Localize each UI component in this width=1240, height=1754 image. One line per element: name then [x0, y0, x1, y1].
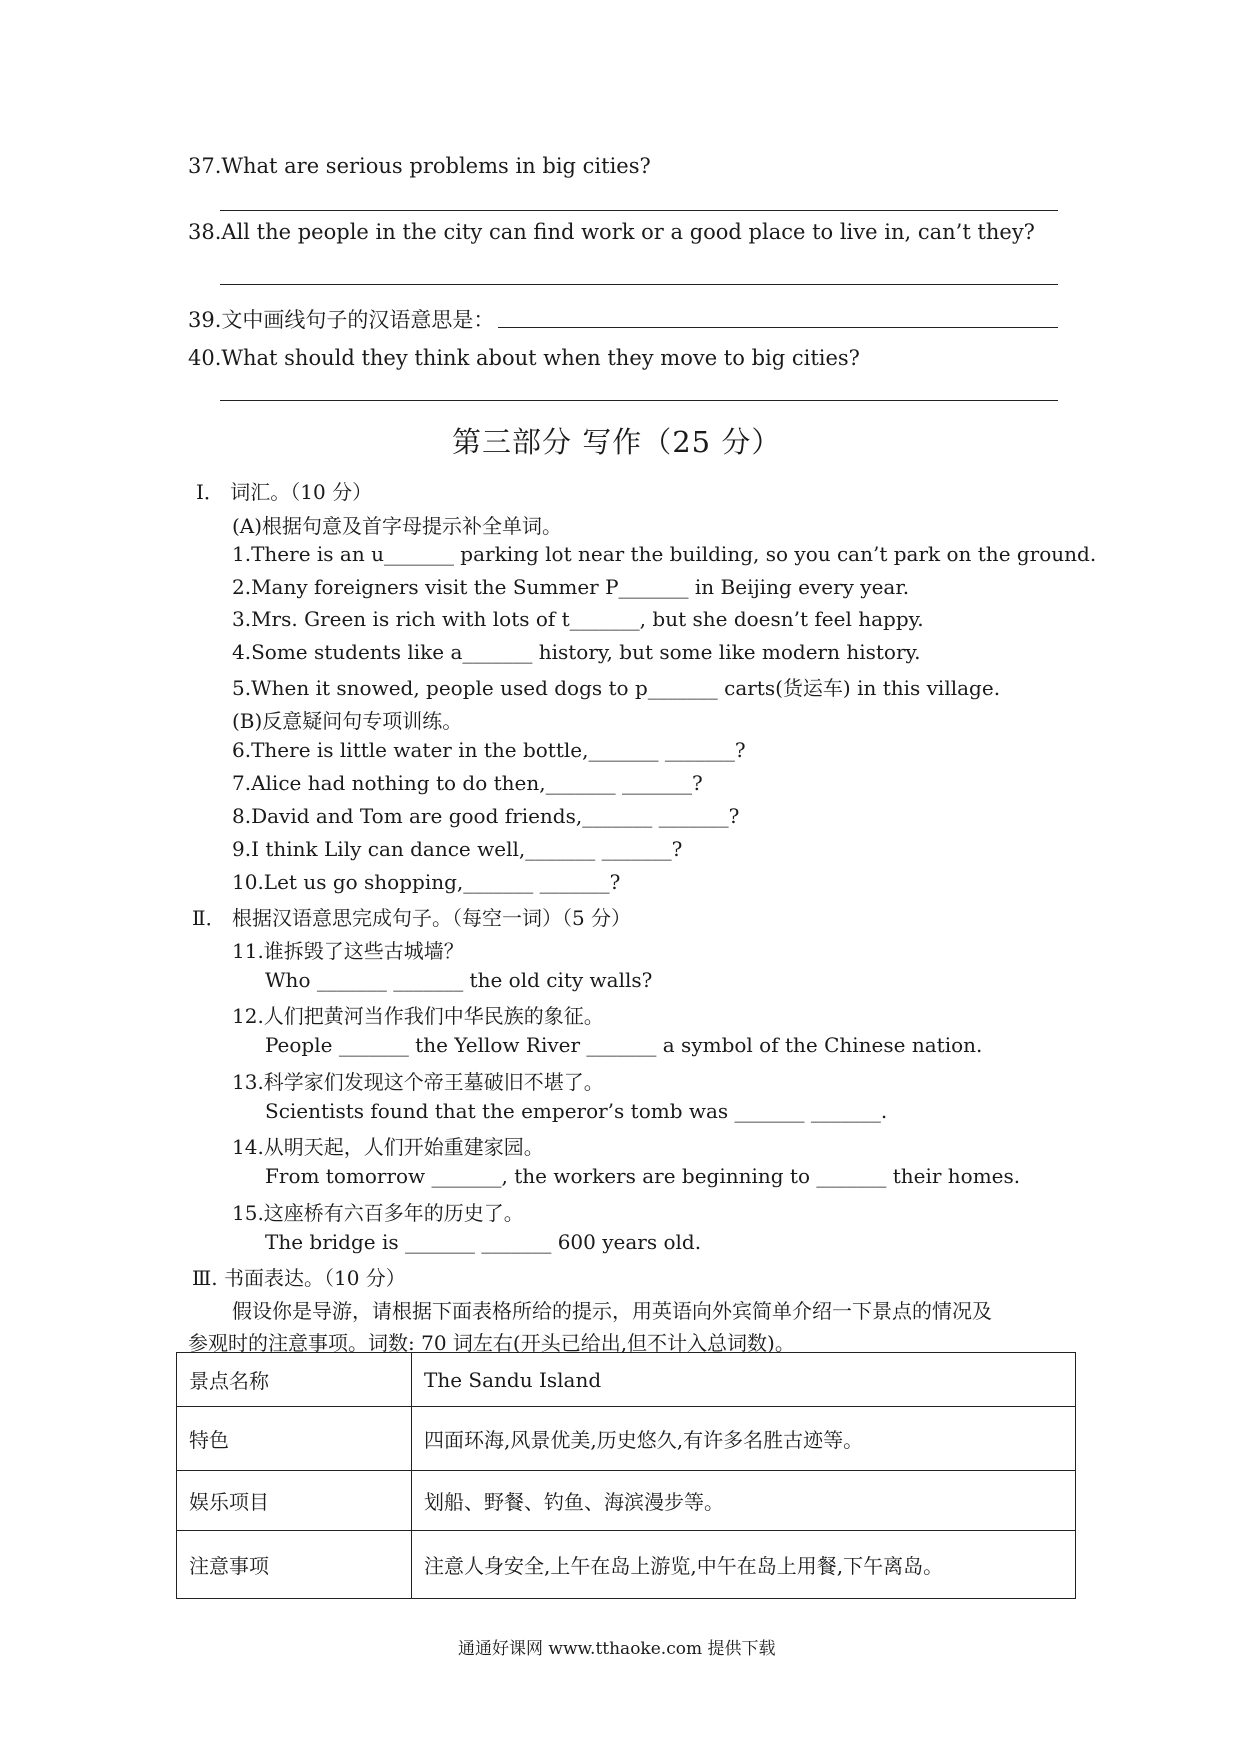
- vocab-item-2: 2.Many foreigners visit the Summer P_______ in Beijing every year.: [232, 575, 910, 599]
- table-label: 娱乐项目: [177, 1471, 412, 1531]
- vocab-item-4: 4.Some students like a_______ history, but some like modern history.: [232, 640, 921, 664]
- section2-heading: Ⅱ． 根据汉语意思完成句子。（每空一词）（5 分）: [192, 906, 632, 930]
- vocab-item-1: 1.There is an u_______ parking lot near the building, so you can’t park on the ground.: [232, 542, 1097, 566]
- page-footer: 通通好课网 www.tthaoke.com 提供下载: [458, 1639, 776, 1659]
- question-37: 37.What are serious problems in big cities?: [188, 154, 651, 178]
- table-value: 划船、野餐、钓鱼、海滨漫步等。: [412, 1471, 1076, 1531]
- table-value: 四面环海,风景优美,历史悠久,有许多名胜古迹等。: [412, 1407, 1076, 1471]
- translation-11-en: Who _______ _______ the old city walls?: [265, 968, 653, 992]
- answer-line-38[interactable]: [220, 284, 1058, 285]
- table-label: 景点名称: [177, 1353, 412, 1407]
- translation-13-en: Scientists found that the emperor’s tomb was _______ _______.: [265, 1099, 888, 1123]
- section1-sub-b: (B)反意疑问句专项训练。: [232, 709, 463, 733]
- translation-15-cn: 15.这座桥有六百多年的历史了。: [232, 1201, 524, 1225]
- scenic-spot-table: [176, 1352, 1076, 1599]
- section1-heading: Ⅰ． 词汇。（10 分）: [196, 480, 373, 504]
- question-40: 40.What should they think about when they move to big cities?: [188, 346, 860, 370]
- writing-instruction-line1: 假设你是导游，请根据下面表格所给的提示，用英语向外宾简单介绍一下景点的情况及: [232, 1299, 992, 1323]
- translation-13-cn: 13.科学家们发现这个帝王墓破旧不堪了。: [232, 1070, 604, 1094]
- section3-heading: Ⅲ. 书面表达。（10 分）: [192, 1266, 406, 1290]
- writing-instruction-line2: 参观时的注意事项。词数: 70 词左右(开头已给出,但不计入总词数)。: [188, 1331, 795, 1355]
- part-title: 第三部分 写作（25 分）: [452, 425, 782, 459]
- question-39: 39.文中画线句子的汉语意思是：: [188, 308, 495, 332]
- translation-12-en: People _______ the Yellow River _______ a symbol of the Chinese nation.: [265, 1033, 983, 1057]
- table-label: 注意事项: [177, 1531, 412, 1599]
- vocab-item-3: 3.Mrs. Green is rich with lots of t_______, but she doesn’t feel happy.: [232, 607, 924, 631]
- section1-sub-a: (A)根据句意及首字母提示补全单词。: [232, 514, 563, 538]
- table-value: The Sandu Island: [412, 1353, 1076, 1407]
- table-row: [177, 1531, 1076, 1599]
- translation-14-en: From tomorrow _______, the workers are beginning to _______ their homes.: [265, 1164, 1021, 1188]
- table-row: [177, 1407, 1076, 1471]
- table-row: [177, 1471, 1076, 1531]
- answer-line-40[interactable]: [220, 400, 1058, 401]
- answer-line-39[interactable]: [498, 327, 1058, 328]
- vocab-item-5: 5.When it snowed, people used dogs to p_______ carts(货运车) in this village.: [232, 676, 1001, 700]
- tag-question-8: 8.David and Tom are good friends,_______ _______?: [232, 804, 740, 828]
- table-row: [177, 1353, 1076, 1407]
- tag-question-10: 10.Let us go shopping,_______ _______?: [232, 870, 621, 894]
- tag-question-9: 9.I think Lily can dance well,_______ _______?: [232, 837, 683, 861]
- table-value: 注意人身安全,上午在岛上游览,中午在岛上用餐,下午离岛。: [412, 1531, 1076, 1599]
- tag-question-7: 7.Alice had nothing to do then,_______ _______?: [232, 771, 703, 795]
- question-38: 38.All the people in the city can find work or a good place to live in, can’t they?: [188, 220, 1035, 244]
- table-label: 特色: [177, 1407, 412, 1471]
- translation-14-cn: 14.从明天起，人们开始重建家园。: [232, 1135, 544, 1159]
- tag-question-6: 6.There is little water in the bottle,_______ _______?: [232, 738, 746, 762]
- translation-15-en: The bridge is _______ _______ 600 years old.: [265, 1230, 702, 1254]
- translation-12-cn: 12.人们把黄河当作我们中华民族的象征。: [232, 1004, 604, 1028]
- translation-11-cn: 11.谁拆毁了这些古城墙？: [232, 939, 464, 963]
- answer-line-37[interactable]: [220, 210, 1058, 211]
